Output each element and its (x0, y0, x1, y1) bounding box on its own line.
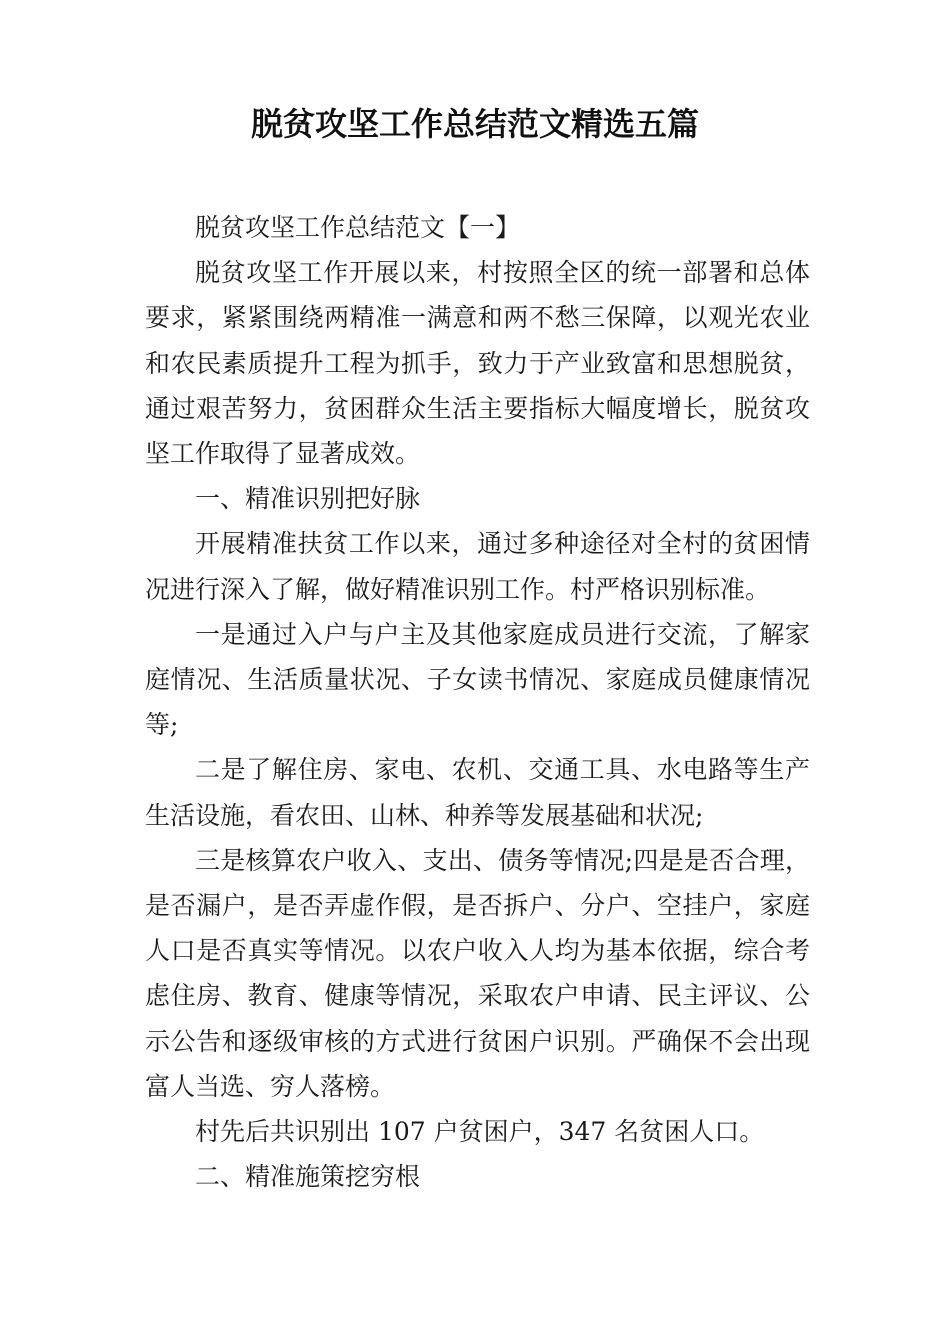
section-heading: 脱贫攻坚工作总结范文【一】 (195, 213, 521, 242)
paragraph: 开展精准扶贫工作以来，通过多种途径对全村的贫困情况进行深入了解，做好精准识别工作。村严格识别标准。 (145, 529, 810, 604)
paragraph: 二是了解住房、家电、农机、交通工具、水电路等生产生活设施，看农田、山林、种养等发展基础和状况; (145, 755, 810, 830)
paragraph: 脱贫攻坚工作开展以来，村按照全区的统一部署和总体要求，紧紧围绕两精准一满意和两不愁三保障，以观光农业和农民素质提升工程为抓手，致力于产业致富和思想脱贫，通过艰苦努力，贫困群众生活主要指标大幅度增长，脱贫攻坚工作取得了显著成效。 (145, 258, 810, 469)
paragraph: 村先后共识别出 107 户贫困户，347 名贫困人口。 (195, 1117, 765, 1147)
subsection-heading: 二、精准施策挖穷根 (195, 1162, 421, 1192)
document-title: 脱贫攻坚工作总结范文精选五篇 (250, 105, 699, 143)
document-body (145, 205, 810, 1199)
paragraph: 一是通过入户与户主及其他家庭成员进行交流，了解家庭情况、生活质量状况、子女读书情况、家庭成员健康情况等; (145, 619, 810, 740)
subsection-heading: 一、精准识别把好脉 (195, 484, 421, 514)
paragraph: 三是核算农户收入、支出、债务等情况;四是是否合理，是否漏户，是否弄虚作假，是否拆户、分户、空挂户，家庭人口是否真实等情况。以农户收入人均为基本依据，综合考虑住房、教育、健康等情况，采取农户申请、民主评议、公示公告和逐级审核的方式进行贫困户识别。严确保不会出现富人当选、穷人落榜。 (145, 845, 810, 1101)
